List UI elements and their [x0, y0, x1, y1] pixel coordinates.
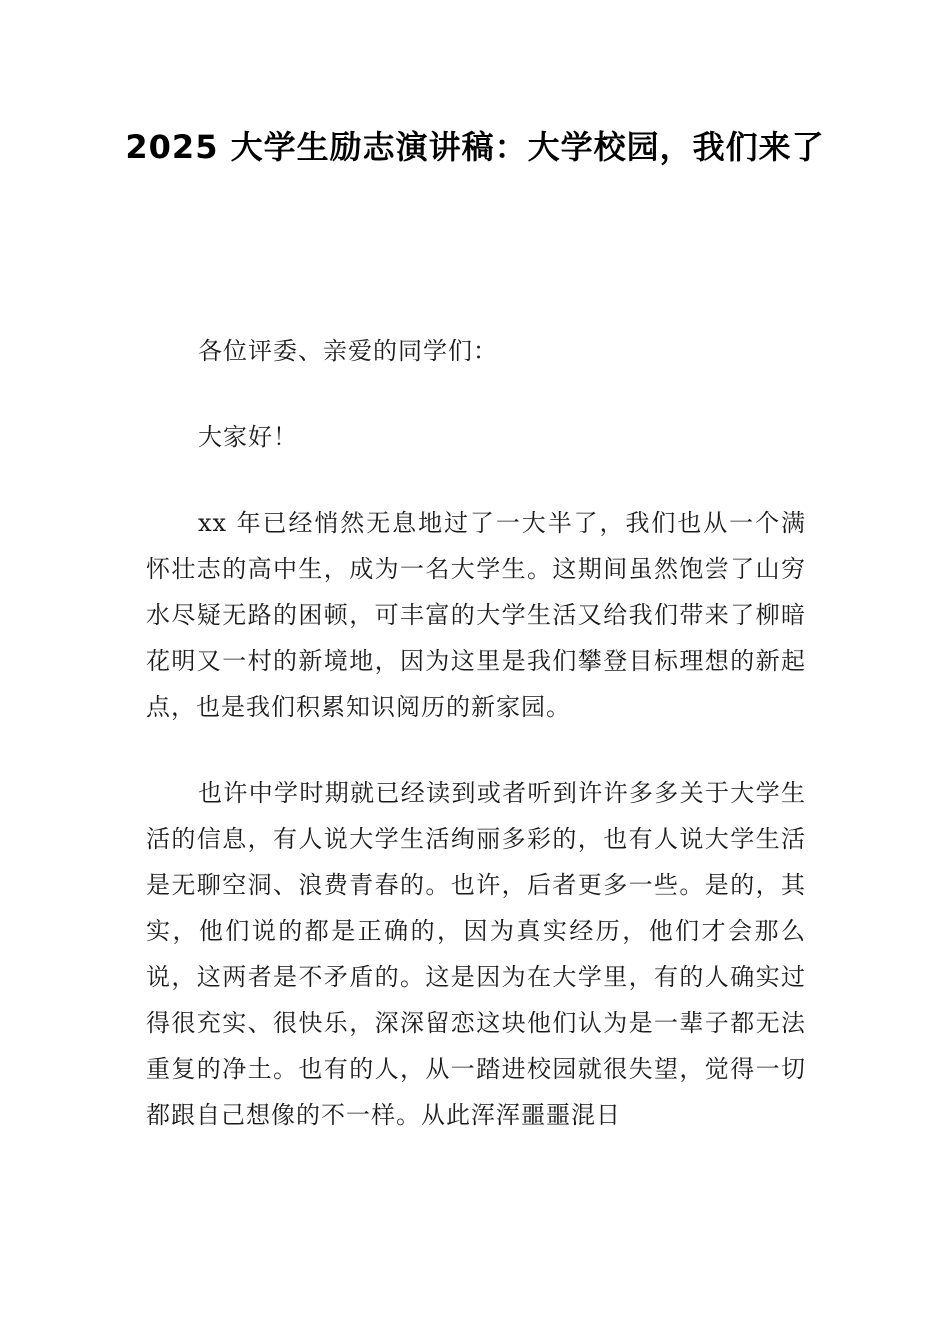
body-paragraph-2: 也许中学时期就已经读到或者听到许许多多关于大学生活的信息，有人说大学生活绚丽多彩的，也有人说大学生活是无聊空洞、浪费青春的。也许，后者更多一些。是的，其实，他们说的都是正确的，因为真实经历，他们才会那么说，这两者是不矛盾的。这是因为在大学里，有的人确实过得很充实、很快乐，深深留恋这块他们认为是一辈子都无法重复的净土。也有的人，从一踏进校园就很失望，觉得一切都跟自己想像的不一样。从此浑浑噩噩混日 — [146, 779, 806, 1129]
document-title: 2025 大学生励志演讲稿：大学校园，我们来了 — [125, 128, 825, 166]
body-paragraph-1: xx 年已经悄然无息地过了一大半了，我们也从一个满怀壮志的高中生，成为一名大学生。这期间虽然饱尝了山穷水尽疑无路的困顿，可丰富的大学生活又给我们带来了柳暗花明又一村的新境地，因为这里是我们攀登目标理想的新起点，也是我们积累知识阅历的新家园。 — [146, 509, 806, 721]
document-body — [146, 328, 806, 1178]
salutation-paragraph: 各位评委、亲爱的同学们： — [198, 337, 498, 365]
greeting-paragraph: 大家好！ — [198, 423, 298, 451]
